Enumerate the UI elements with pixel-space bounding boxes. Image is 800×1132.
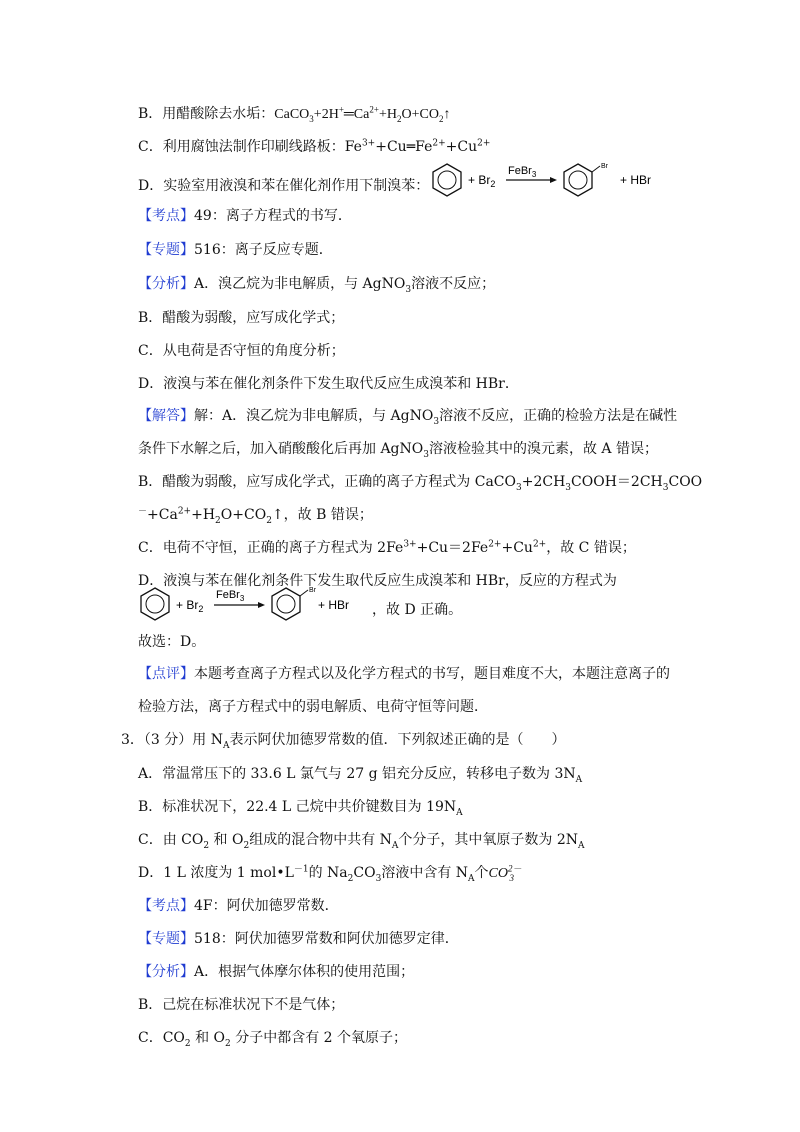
br-label: Br bbox=[601, 163, 608, 170]
option-b: B．用醋酸除去水垢：$CaCO_3+2H^+═Ca^{2+}+H_2O+CO_2↑$ bbox=[138, 104, 451, 124]
q3-option-a: A．常温常压下的 33.6 L 氯气与 27 g 铝充分反应，转移电子数为 $3N_A$ bbox=[138, 766, 583, 785]
q2-fenxi-a: 【分析】A．溴乙烷为非电解质，与 AgNO$_3$溶液不反应； bbox=[138, 276, 496, 295]
q2-jieda-b2: $^-+Ca^{2+}+H_2O+CO_2↑$，故 B 错误； bbox=[138, 506, 373, 526]
q3-option-b: B．标准状况下，22.4 L 己烷中共价键数目为 $19N_A$ bbox=[138, 799, 463, 818]
hbr-text-2: + HBr bbox=[318, 598, 350, 612]
q2-fenxi-d: D．液溴与苯在催化剂条件下发生取代反应生成溴苯和 HBr． bbox=[138, 376, 519, 392]
q3-fenxi-b: B．己烷在标准状况下不是气体； bbox=[138, 997, 345, 1013]
q2-fenxi-c: C．从电荷是否守恒的角度分析； bbox=[138, 343, 345, 359]
option-d: D．实验室用液溴和苯在催化剂作用下制溴苯： bbox=[138, 178, 430, 194]
q3-fenxi-c: C．$CO_2$ 和 $O_2$ 分子中都含有 2 个氧原子； bbox=[138, 1030, 408, 1049]
q2-jieda-d1: D．液溴与苯在催化剂条件下发生取代反应生成溴苯和 HBr，反应的方程式为 bbox=[138, 573, 617, 589]
q2-jieda-a1: 【解答】解：A．溴乙烷为非电解质，与 AgNO$_3$溶液不反应，正确的检验方法是在碱性 bbox=[138, 408, 678, 427]
q2-guxuan: 故选：D。 bbox=[138, 634, 206, 650]
q3-fenxi-a: 【分析】A．根据气体摩尔体积的使用范围； bbox=[138, 964, 415, 980]
q3-option-d: D．1 L 浓度为 1 $mol•L^{-1}$的 $Na_2CO_3$溶液中含有 $N_A$个$CO^{2-}_3$ bbox=[138, 863, 522, 884]
q3-option-c: C．由 $CO_2$ 和 $O_2$组成的混合物中共有 $N_A$个分子，其中氧原子数为 $2N_A$ bbox=[138, 832, 585, 851]
bromination-scheme-2 bbox=[138, 584, 368, 624]
br-label-2: Br bbox=[309, 587, 316, 594]
q3-kaodian: 【考点】4F：阿伏加德罗常数． bbox=[138, 898, 339, 914]
q3-stem: 3．（3 分）用 $N_A$表示阿伏加德罗常数的值．下列叙述正确的是（ ） bbox=[121, 732, 566, 751]
hbr-text: + HBr bbox=[620, 173, 652, 187]
q2-dianping2: 检验方法，离子方程式中的弱电解质、电荷守恒等问题． bbox=[138, 699, 488, 715]
q2-fenxi-b: B．醋酸为弱酸，应写成化学式； bbox=[138, 310, 345, 326]
q2-jieda-b1: B．醋酸为弱酸，应写成化学式，正确的离子方程式为 $CaCO_3+2CH_3COOH=2CH_3COO$ bbox=[138, 474, 703, 493]
q2-jieda-d2: ，故 D 正确。 bbox=[372, 602, 463, 618]
catalyst-text: FeBr$_3$ bbox=[508, 165, 537, 179]
q2-jieda-c: C．电荷不守恒，正确的离子方程式为 $2Fe^{3+}+Cu=2Fe^{2+}+Cu^{2+}$，故 C 错误； bbox=[138, 539, 636, 556]
q2-kaodian: 【考点】49：离子方程式的书写． bbox=[138, 208, 352, 224]
q3-zhuanti: 【专题】518：阿伏加德罗常数和阿伏加德罗定律． bbox=[138, 931, 459, 947]
catalyst-text-2: FeBr$_3$ bbox=[216, 589, 245, 603]
q2-jieda-a2: 条件下水解之后，加入硝酸酸化后再加 AgNO$_3$溶液检验其中的溴元素，故 A 错误； bbox=[138, 441, 658, 460]
option-c: C．利用腐蚀法制作印刷线路板：$Fe^{3+}+Cu═Fe^{2+}+Cu^{2+}$ bbox=[138, 138, 491, 155]
br2-text-2: + $Br_2$ bbox=[176, 598, 204, 614]
bromination-scheme-1 bbox=[430, 160, 670, 200]
br2-text: + $Br_2$ bbox=[468, 173, 496, 189]
q2-zhuanti: 【专题】516：离子反应专题． bbox=[138, 242, 333, 258]
q2-dianping1: 【点评】本题考查离子方程式以及化学方程式的书写，题目难度不大，本题注意离子的 bbox=[138, 666, 670, 682]
